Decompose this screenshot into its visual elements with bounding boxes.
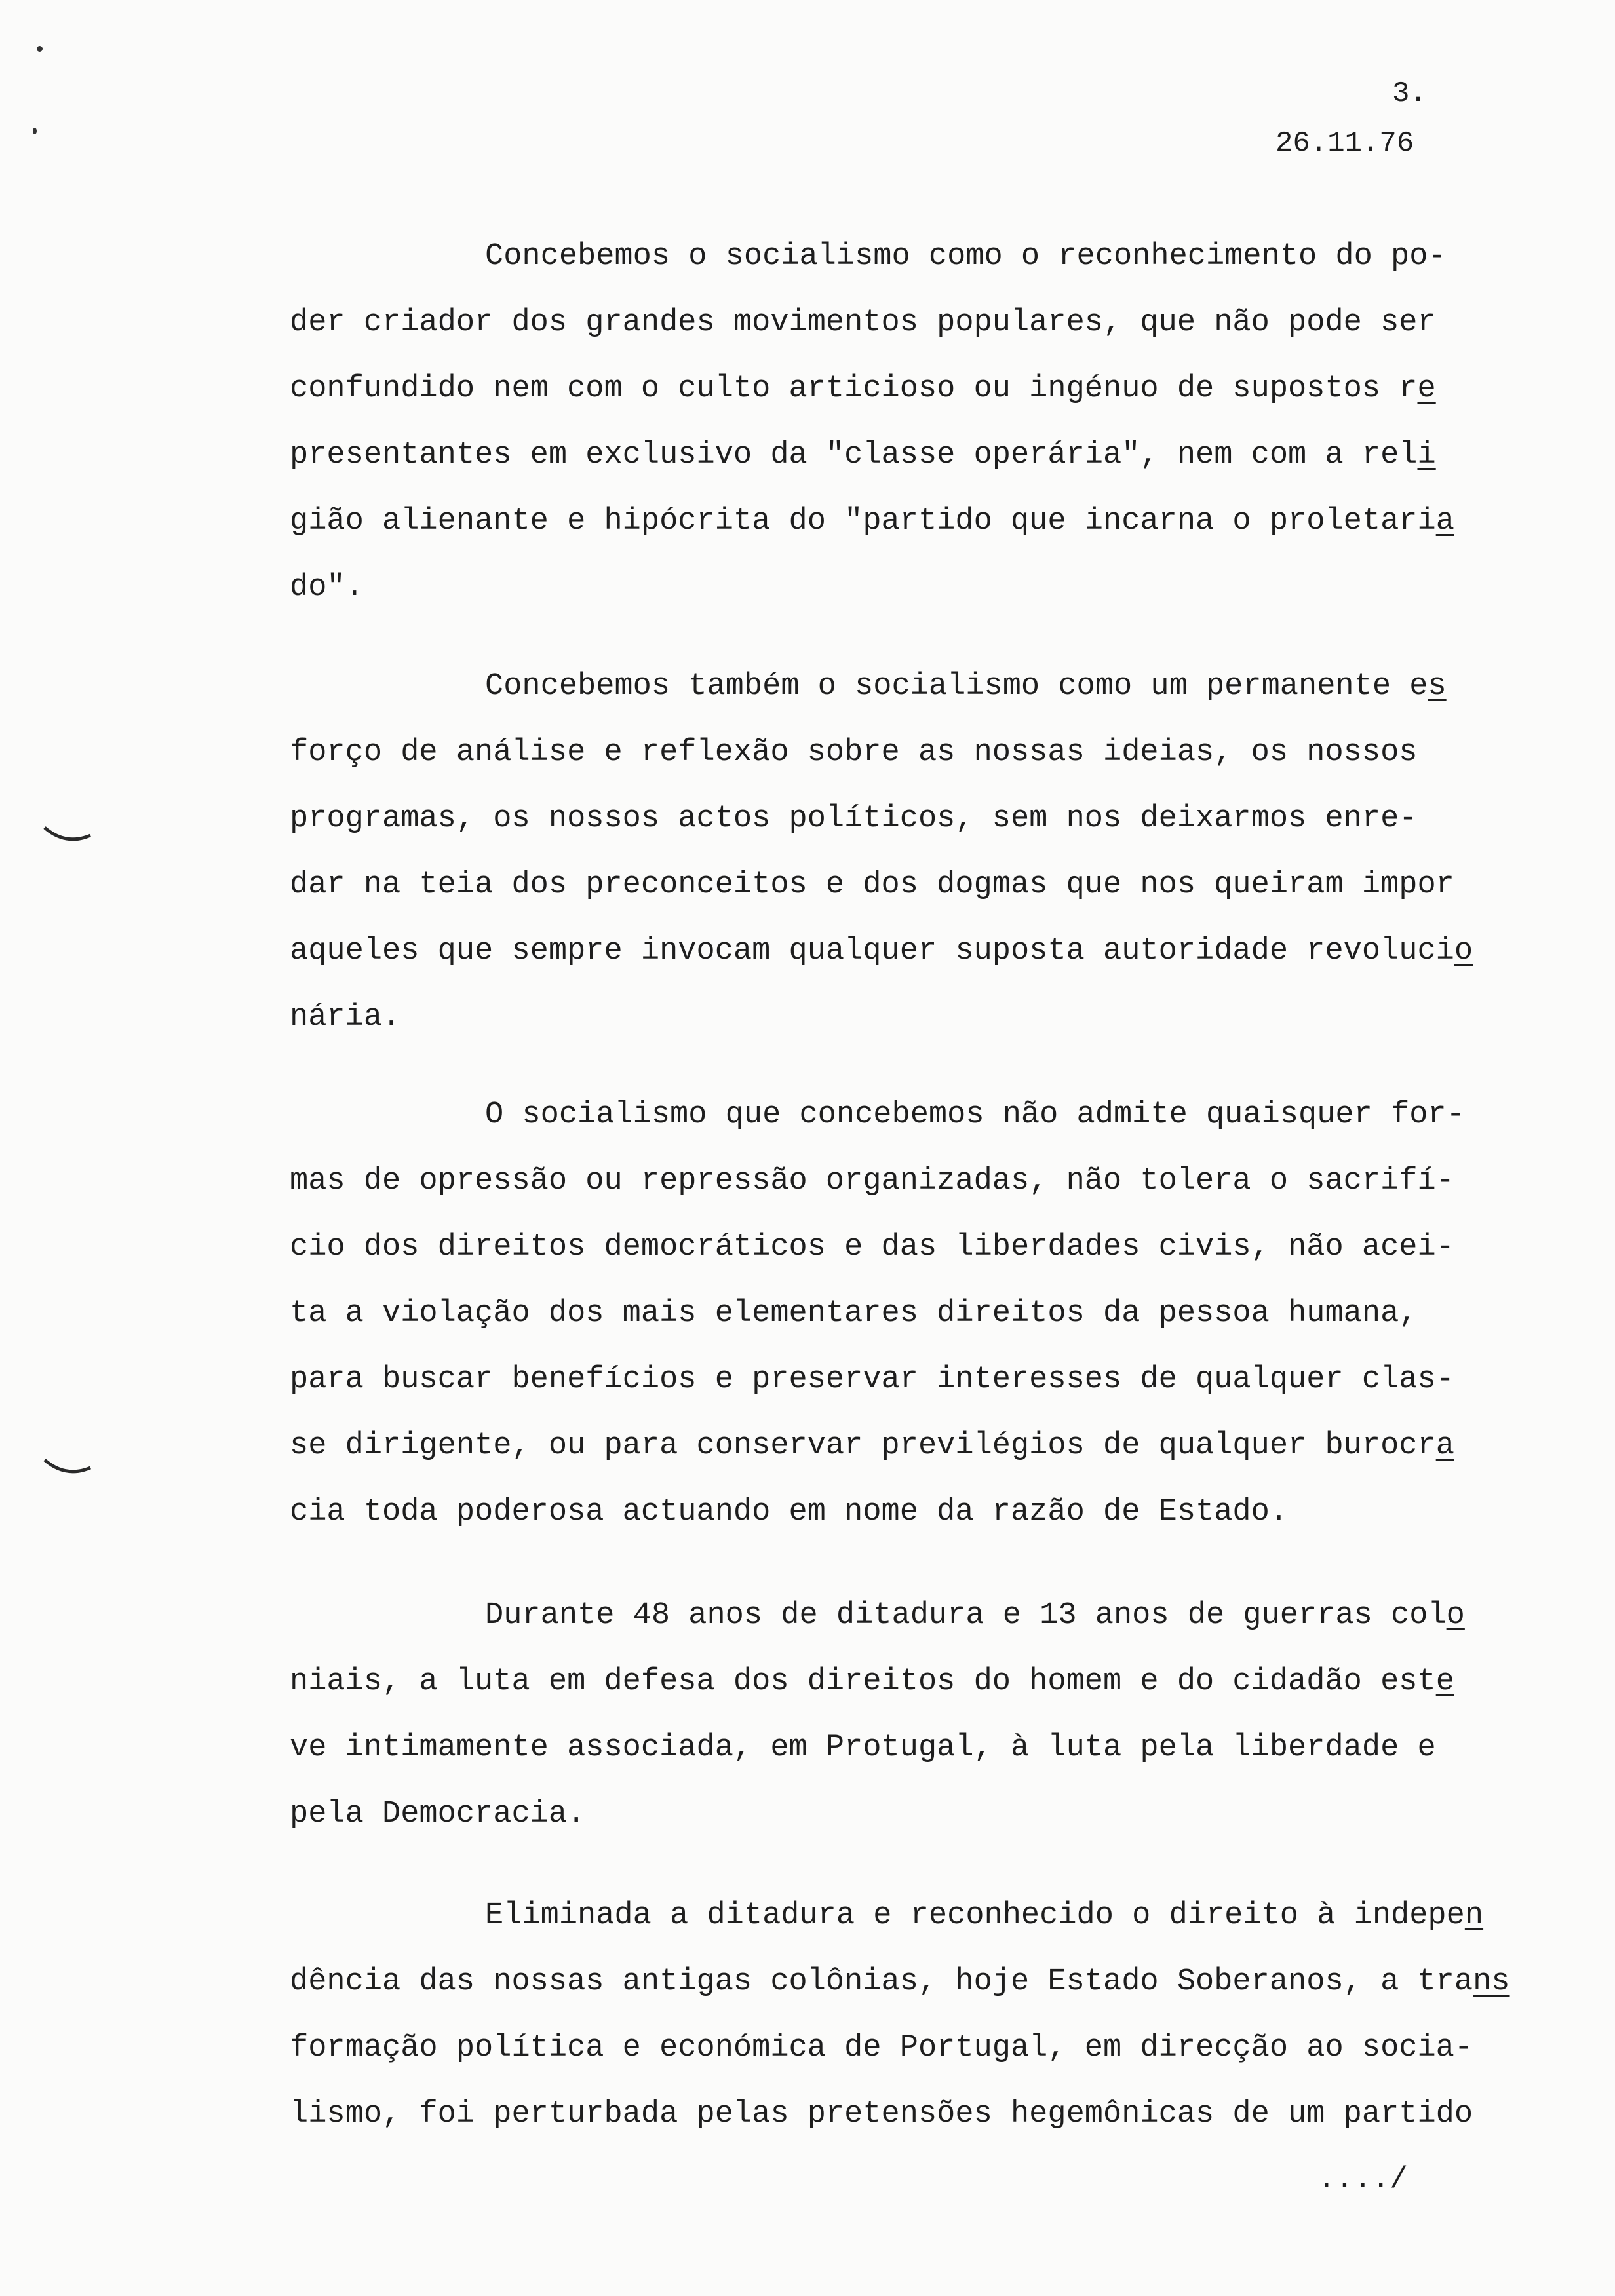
underlined-syllable: ns (1473, 1964, 1510, 1999)
text-line (290, 1162, 1454, 1201)
line-text: presentantes em exclusivo da "classe operária", nem com a rel (290, 438, 1418, 472)
line-text: pela Democracia. (290, 1797, 586, 1831)
text-line (290, 370, 1436, 409)
text-line (290, 436, 1436, 475)
text-line (290, 2095, 1473, 2134)
text-line (290, 1228, 1454, 1267)
line-text: cio dos direitos democráticos e das liberdades civis, não acei- (290, 1230, 1454, 1265)
line-text: ve intimamente associada, em Protugal, à luta pela liberdade e (290, 1731, 1436, 1765)
line-text: ta a violação dos mais elementares direitos da pessoa humana, (290, 1296, 1418, 1331)
line-text: Concebemos o socialismo como o reconhecimento do po- (485, 239, 1447, 274)
text-line (485, 237, 1447, 277)
line-text: niais, a luta em defesa dos direitos do homem e do cidadão est (290, 1664, 1436, 1699)
text-line (290, 502, 1454, 541)
line-text: programas, os nossos actos políticos, sem nos deixarmos enre- (290, 801, 1418, 836)
underlined-syllable: a (1435, 1428, 1454, 1463)
text-line (485, 1896, 1483, 1936)
text-line (290, 1493, 1288, 1532)
text-line (290, 1360, 1454, 1400)
line-text: mas de opressão ou repressão organizadas, não tolera o sacrifí- (290, 1164, 1454, 1198)
line-text: Durante 48 anos de ditadura e 13 anos de guerras col (485, 1598, 1447, 1633)
line-text: O socialismo que concebemos não admite quaisquer for- (485, 1098, 1465, 1132)
line-text: der criador dos grandes movimentos populares, que não pode ser (290, 305, 1436, 340)
line-text: confundido nem com o culto articioso ou ingénuo de supostos r (290, 372, 1418, 406)
line-text: gião alienante e hipócrita do "partido que incarna o proletari (290, 504, 1436, 539)
text-line (290, 2029, 1473, 2068)
text-line (485, 1096, 1465, 1135)
line-text: Eliminada a ditadura e reconhecido o direito à indepe (485, 1898, 1465, 1933)
underlined-syllable: e (1417, 372, 1436, 406)
line-text: aqueles que sempre invocam qualquer suposta autoridade revoluci (290, 934, 1454, 968)
text-line (290, 303, 1436, 343)
underlined-syllable: e (1435, 1664, 1454, 1699)
underlined-syllable: i (1417, 438, 1436, 472)
text-line (290, 568, 364, 607)
line-text: forço de análise e reflexão sobre as nossas ideias, os nossos (290, 735, 1418, 770)
text-line (290, 932, 1473, 971)
line-text: dar na teia dos preconceitos e dos dogmas que nos queiram impor (290, 868, 1454, 902)
underlined-syllable: a (1435, 504, 1454, 539)
text-line (290, 1662, 1454, 1702)
underlined-syllable: o (1446, 1598, 1465, 1633)
text-line (485, 1596, 1465, 1636)
punch-hole-mark (42, 1455, 94, 1481)
text-line (485, 667, 1447, 706)
document-date: 26.11.76 (1275, 127, 1414, 160)
line-text: do". (290, 570, 364, 605)
text-line (290, 1795, 585, 1834)
text-line (290, 998, 400, 1037)
line-text: nária. (290, 1000, 401, 1035)
text-line (290, 1294, 1417, 1333)
text-line (290, 733, 1417, 773)
punch-hole-mark (42, 822, 94, 849)
line-text: se dirigente, ou para conservar previlégios de qualquer burocr (290, 1428, 1436, 1463)
line-text: para buscar benefícios e preservar interesses de qualquer clas- (290, 1362, 1454, 1397)
text-line (290, 866, 1454, 905)
text-line (290, 1426, 1454, 1466)
scan-speck (33, 128, 37, 134)
underlined-syllable: o (1454, 934, 1473, 968)
line-text: Concebemos também o socialismo como um permanente e (485, 669, 1428, 704)
text-line (290, 799, 1417, 839)
line-text: formação política e económica de Portugal, em direcção ao socia- (290, 2031, 1473, 2065)
line-text: dência das nossas antigas colônias, hoje Estado Soberanos, a tra (290, 1964, 1473, 1999)
underlined-syllable: s (1428, 669, 1447, 704)
text-line (290, 1729, 1436, 1768)
underlined-syllable: n (1464, 1898, 1484, 1933)
scan-speck (37, 46, 43, 52)
line-text: lismo, foi perturbada pelas pretensões hegemônicas de um partido (290, 2097, 1473, 2132)
line-text: cia toda poderosa actuando em nome da razão de Estado. (290, 1495, 1289, 1529)
text-line (290, 1962, 1510, 2002)
page-number: 3. (1392, 77, 1427, 110)
continuation-mark: ..../ (1317, 2162, 1409, 2196)
